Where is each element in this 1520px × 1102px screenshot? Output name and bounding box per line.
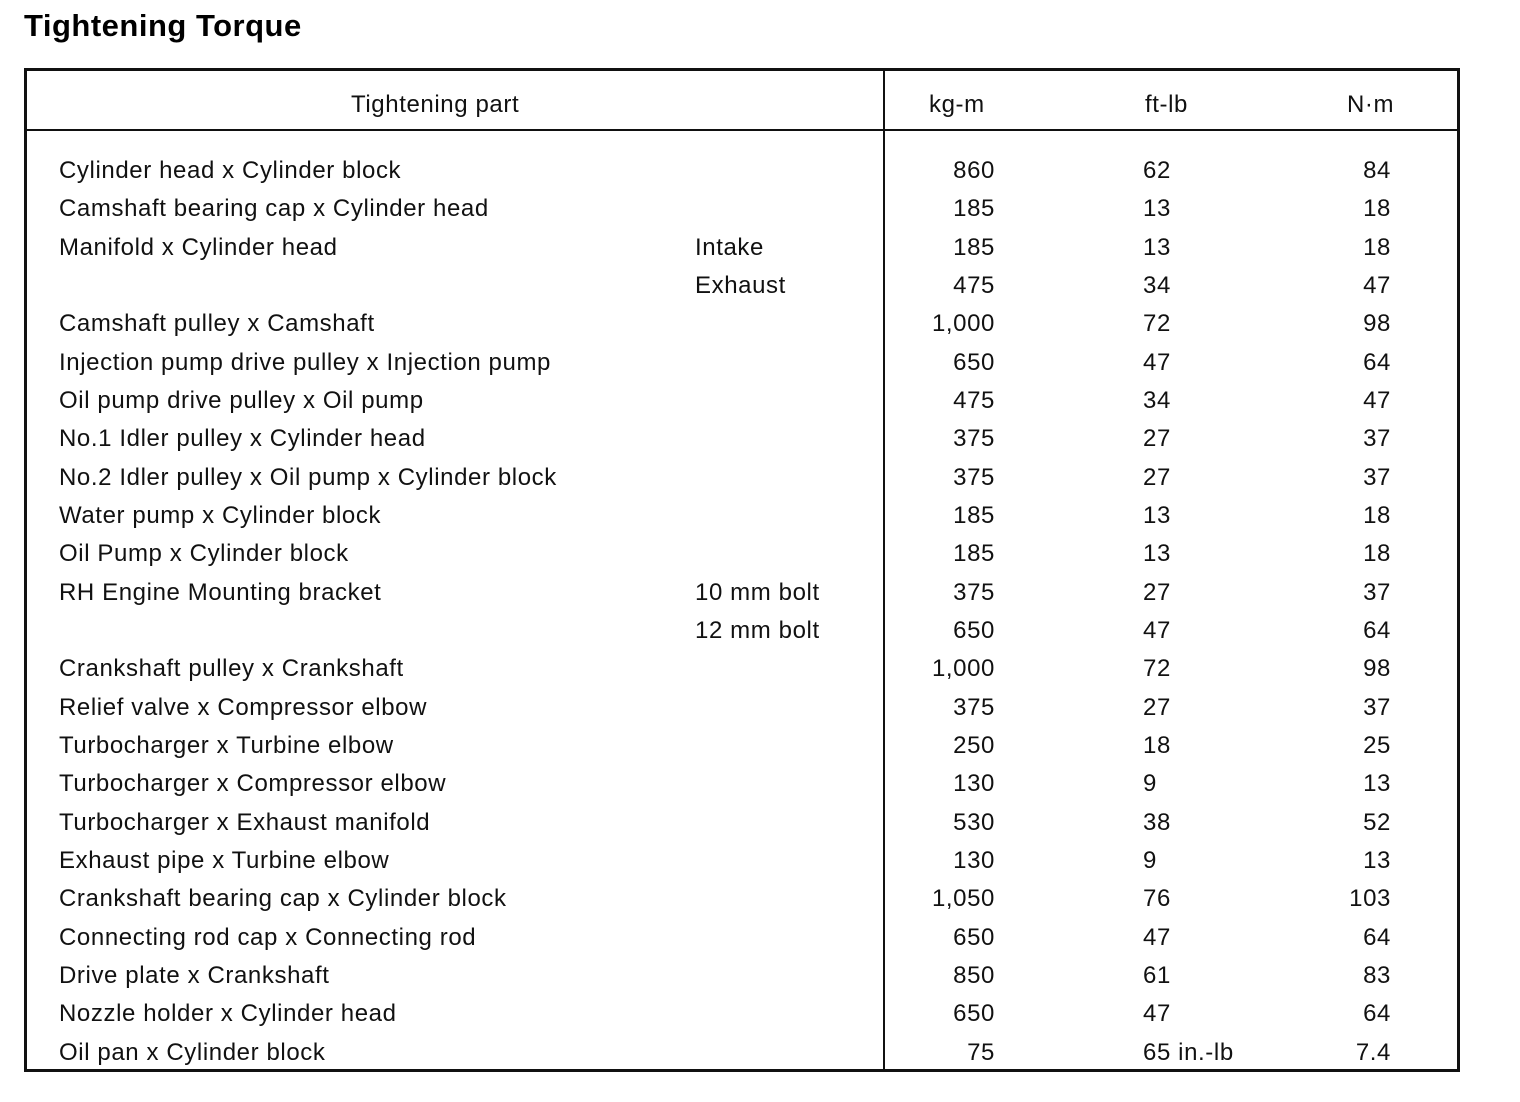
table-row (27, 883, 1457, 921)
cell-tightening-part: RH Engine Mounting bracket (59, 578, 382, 606)
cell-ft-lb: 27 (1143, 693, 1171, 721)
cell-n-m: 52 (1363, 808, 1391, 836)
cell-ft-lb: 13 (1143, 540, 1171, 568)
table-row (27, 807, 1457, 845)
cell-ft-lb: 76 (1143, 885, 1171, 913)
cell-kg-m: 185 (953, 233, 995, 261)
cell-ft-lb: 47 (1143, 923, 1171, 951)
cell-ft-lb: 47 (1143, 616, 1171, 644)
header-ft-lb: ft-lb (1145, 91, 1189, 118)
header-kg-m: kg-m (929, 91, 985, 118)
cell-kg-m: 650 (953, 348, 995, 376)
cell-ft-lb: 13 (1143, 195, 1171, 223)
cell-n-m: 37 (1363, 693, 1391, 721)
cell-ft-lb: 27 (1143, 578, 1171, 606)
cell-n-m: 64 (1363, 1000, 1391, 1028)
table-row (27, 385, 1457, 423)
cell-kg-m: 130 (953, 846, 995, 874)
cell-n-m: 64 (1363, 348, 1391, 376)
cell-kg-m: 850 (953, 961, 995, 989)
cell-sub-part: 10 mm bolt (695, 578, 820, 606)
cell-kg-m: 650 (953, 1000, 995, 1028)
cell-ft-lb: 18 (1143, 731, 1171, 759)
cell-tightening-part: Camshaft pulley x Camshaft (59, 310, 375, 338)
table-row (27, 347, 1457, 385)
cell-tightening-part: Crankshaft bearing cap x Cylinder block (59, 885, 507, 913)
cell-tightening-part: Manifold x Cylinder head (59, 233, 338, 261)
cell-tightening-part: Camshaft bearing cap x Cylinder head (59, 195, 489, 223)
cell-tightening-part: Water pump x Cylinder block (59, 501, 382, 529)
cell-tightening-part: Turbocharger x Compressor elbow (59, 770, 447, 798)
table-row (27, 232, 1457, 270)
cell-ft-lb: 34 (1143, 386, 1171, 414)
cell-kg-m: 185 (953, 540, 995, 568)
cell-n-m: 83 (1363, 961, 1391, 989)
table-header (27, 71, 1457, 129)
cell-ft-lb: 13 (1143, 501, 1171, 529)
cell-ft-lb: 72 (1143, 655, 1171, 683)
cell-kg-m: 650 (953, 923, 995, 951)
cell-ft-lb: 27 (1143, 463, 1171, 491)
cell-tightening-part: Turbocharger x Exhaust manifold (59, 808, 431, 836)
cell-kg-m: 650 (953, 616, 995, 644)
cell-tightening-part: Relief valve x Compressor elbow (59, 693, 428, 721)
cell-kg-m: 1,000 (931, 655, 995, 683)
cell-tightening-part: Connecting rod cap x Connecting rod (59, 923, 477, 951)
cell-n-m: 18 (1363, 233, 1391, 261)
table-row (27, 538, 1457, 576)
cell-n-m: 64 (1363, 616, 1391, 644)
cell-n-m: 18 (1363, 195, 1391, 223)
table-row (27, 692, 1457, 730)
cell-n-m: 98 (1363, 655, 1391, 683)
cell-kg-m: 860 (953, 157, 995, 184)
table-row (27, 653, 1457, 691)
table-row (27, 730, 1457, 768)
cell-n-m: 84 (1363, 157, 1391, 184)
cell-ft-lb: 38 (1143, 808, 1171, 836)
table-row (27, 193, 1457, 231)
cell-tightening-part: Crankshaft pulley x Crankshaft (59, 655, 404, 683)
cell-kg-m: 375 (953, 425, 995, 453)
table-row (27, 615, 1457, 653)
cell-n-m: 13 (1363, 770, 1391, 798)
cell-kg-m: 1,050 (931, 885, 995, 913)
cell-n-m: 7.4 (1355, 1038, 1391, 1066)
cell-tightening-part: Oil Pump x Cylinder block (59, 540, 349, 568)
cell-tightening-part: Nozzle holder x Cylinder head (59, 1000, 397, 1028)
table-row (27, 960, 1457, 998)
cell-kg-m: 475 (953, 271, 995, 299)
cell-kg-m: 375 (953, 463, 995, 491)
cell-n-m: 47 (1363, 271, 1391, 299)
cell-ft-lb: 61 (1143, 961, 1171, 989)
header-n-m: N·m (1347, 91, 1395, 118)
cell-tightening-part: Oil pump drive pulley x Oil pump (59, 386, 424, 414)
header-divider (27, 129, 1457, 131)
cell-n-m: 37 (1363, 425, 1391, 453)
cell-ft-lb: 27 (1143, 425, 1171, 453)
cell-ft-lb: 13 (1143, 233, 1171, 261)
table-row (27, 845, 1457, 883)
table-row (27, 462, 1457, 500)
cell-n-m: 18 (1363, 540, 1391, 568)
table-row (27, 577, 1457, 615)
cell-n-m: 103 (1349, 885, 1391, 913)
cell-kg-m: 185 (953, 195, 995, 223)
table-row (27, 998, 1457, 1036)
table-row (27, 155, 1457, 193)
cell-tightening-part: Drive plate x Crankshaft (59, 961, 330, 989)
page-title: Tightening Torque (24, 8, 302, 43)
cell-n-m: 47 (1363, 386, 1391, 414)
cell-kg-m: 530 (953, 808, 995, 836)
cell-n-m: 18 (1363, 501, 1391, 529)
header-tightening-part: Tightening part (351, 91, 520, 118)
cell-n-m: 37 (1363, 578, 1391, 606)
cell-kg-m: 250 (953, 731, 995, 759)
cell-ft-lb: 34 (1143, 271, 1171, 299)
cell-kg-m: 1,000 (931, 310, 995, 338)
cell-kg-m: 75 (967, 1038, 995, 1066)
cell-tightening-part: Injection pump drive pulley x Injection pump (59, 348, 551, 376)
cell-kg-m: 130 (953, 770, 995, 798)
cell-tightening-part: Oil pan x Cylinder block (59, 1038, 326, 1066)
cell-ft-lb: 47 (1143, 1000, 1171, 1028)
cell-tightening-part: Cylinder head x Cylinder block (59, 157, 402, 184)
cell-n-m: 98 (1363, 310, 1391, 338)
cell-tightening-part: Exhaust pipe x Turbine elbow (59, 846, 390, 874)
cell-tightening-part: Turbocharger x Turbine elbow (59, 731, 394, 759)
cell-sub-part: Exhaust (695, 271, 786, 299)
table-row (27, 1037, 1457, 1075)
cell-ft-lb: 47 (1143, 348, 1171, 376)
cell-ft-lb: 9 (1143, 770, 1157, 798)
table-row (27, 768, 1457, 806)
cell-tightening-part: No.2 Idler pulley x Oil pump x Cylinder block (59, 463, 557, 491)
cell-kg-m: 475 (953, 386, 995, 414)
cell-ft-lb: 65 in.-lb (1143, 1038, 1234, 1066)
cell-ft-lb: 9 (1143, 846, 1157, 874)
cell-n-m: 25 (1363, 731, 1391, 759)
cell-ft-lb: 72 (1143, 310, 1171, 338)
cell-sub-part: 12 mm bolt (695, 616, 820, 644)
cell-n-m: 13 (1363, 846, 1391, 874)
cell-tightening-part: No.1 Idler pulley x Cylinder head (59, 425, 426, 453)
cell-kg-m: 375 (953, 693, 995, 721)
cell-kg-m: 185 (953, 501, 995, 529)
cell-sub-part: Intake (695, 233, 764, 261)
cell-n-m: 37 (1363, 463, 1391, 491)
torque-table (24, 68, 1460, 1072)
table-row (27, 922, 1457, 960)
cell-n-m: 64 (1363, 923, 1391, 951)
table-row (27, 423, 1457, 461)
table-row (27, 500, 1457, 538)
table-body (27, 155, 1457, 1075)
table-row (27, 270, 1457, 308)
cell-ft-lb: 62 (1143, 157, 1171, 184)
cell-kg-m: 375 (953, 578, 995, 606)
table-row (27, 308, 1457, 346)
